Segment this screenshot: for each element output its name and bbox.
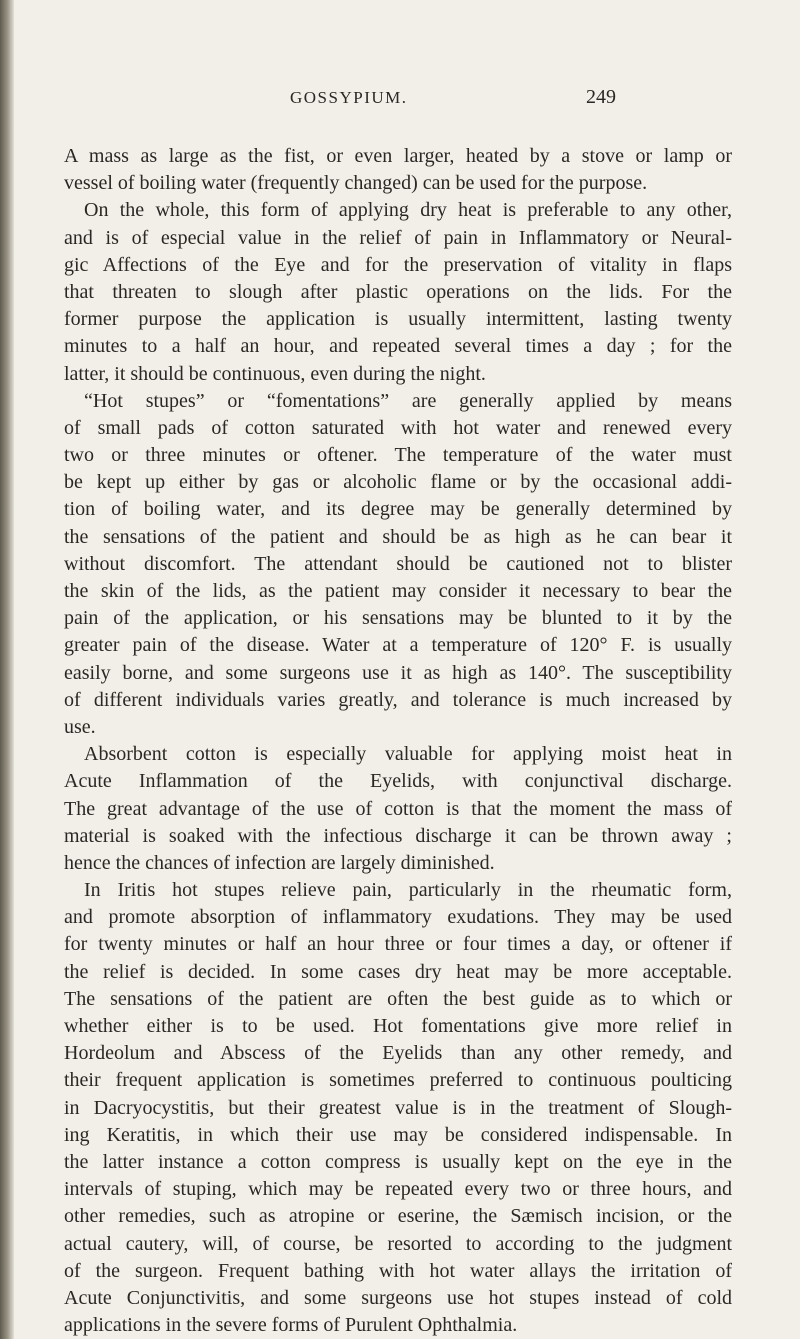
text-line: vessel of boiling water (frequently changed) can be used for the purpose.	[64, 172, 648, 195]
text-line: that threaten to slough after plastic operations on the lids. For the	[64, 280, 732, 303]
text-line: tion of boiling water, and its degree may be generally determined by	[64, 498, 732, 521]
running-title: GOSSYPIUM.	[290, 88, 408, 107]
text-line: the latter instance a cotton compress is usually kept on the eye in the	[64, 1150, 732, 1173]
text-line: A mass as large as the fist, or even larger, heated by a stove or lamp or	[64, 145, 732, 167]
body-text	[64, 143, 732, 1339]
text-line: Acute Inflammation of the Eyelids, with conjunctival discharge.	[64, 770, 732, 793]
text-line: for twenty minutes or half an hour three or four times a day, or oftener if	[64, 933, 732, 956]
text-line: former purpose the application is usually intermittent, lasting twenty	[64, 308, 732, 331]
running-head	[0, 88, 800, 118]
text-line: The sensations of the patient are often the best guide as to which or	[64, 987, 732, 1010]
text-line: in Dacryocystitis, but their greatest value is in the treatment of Slough-	[64, 1096, 732, 1119]
text-line: Acute Conjunctivitis, and some surgeons use hot stupes instead of cold	[64, 1286, 732, 1309]
text-line: ing Keratitis, in which their use may be considered indispensable. In	[64, 1123, 732, 1146]
text-line: their frequent application is sometimes preferred to continuous poulticing	[64, 1069, 732, 1092]
text-line: actual cautery, will, of course, be resorted to according to the judgment	[64, 1232, 732, 1255]
text-line: On the whole, this form of applying dry heat is preferable to any other,	[84, 199, 732, 222]
text-line: The great advantage of the use of cotton is that the moment the mass of	[64, 797, 732, 820]
page-number: 249	[586, 86, 616, 108]
text-line: the relief is decided. In some cases dry heat may be more acceptable.	[64, 960, 732, 983]
text-line: of small pads of cotton saturated with hot water and renewed every	[64, 416, 732, 439]
text-line: and is of especial value in the relief of pain in Inflammatory or Neural-	[64, 226, 732, 249]
text-line: whether either is to be used. Hot fomentations give more relief in	[64, 1015, 732, 1037]
text-line: gic Affections of the Eye and for the preservation of vitality in flaps	[64, 253, 732, 276]
text-line: use.	[64, 715, 96, 738]
text-line: greater pain of the disease. Water at a temperature of 120° F. is usually	[64, 634, 732, 657]
text-line: the skin of the lids, as the patient may consider it necessary to bear the	[64, 580, 732, 602]
text-line: pain of the application, or his sensations may be blunted to it by the	[64, 607, 732, 630]
text-line: be kept up either by gas or alcoholic flame or by the occasional addi-	[64, 471, 732, 494]
text-line: hence the chances of infection are largely diminished.	[64, 851, 495, 874]
text-line: other remedies, such as atropine or eserine, the Sæmisch incision, or the	[64, 1205, 732, 1228]
text-line: two or three minutes or oftener. The temperature of the water must	[64, 444, 732, 467]
text-line: Hordeolum and Abscess of the Eyelids than any other remedy, and	[64, 1042, 732, 1065]
text-line: easily borne, and some surgeons use it as high as 140°. The susceptibility	[64, 661, 732, 684]
text-line: and promote absorption of inflammatory exudations. They may be used	[64, 906, 732, 929]
text-line: In Iritis hot stupes relieve pain, particularly in the rheumatic form,	[84, 879, 732, 902]
text-line: minutes to a half an hour, and repeated several times a day ; for the	[64, 335, 732, 358]
text-line: latter, it should be continuous, even during the night.	[64, 362, 486, 385]
text-line: the sensations of the patient and should be as high as he can bear it	[64, 525, 732, 548]
text-line: “Hot stupes” or “fomentations” are generally applied by means	[84, 389, 732, 412]
text-line: without discomfort. The attendant should be cautioned not to blister	[64, 552, 732, 575]
text-line: applications in the severe forms of Purulent Ophthalmia.	[64, 1314, 518, 1337]
text-line: Absorbent cotton is especially valuable for applying moist heat in	[84, 743, 732, 766]
text-line: of the surgeon. Frequent bathing with hot water allays the irritation of	[64, 1259, 732, 1282]
text-line: intervals of stuping, which may be repeated every two or three hours, and	[64, 1178, 732, 1201]
text-line: material is soaked with the infectious discharge it can be thrown away ;	[64, 824, 732, 847]
text-line: of different individuals varies greatly, and tolerance is much increased by	[64, 688, 732, 711]
